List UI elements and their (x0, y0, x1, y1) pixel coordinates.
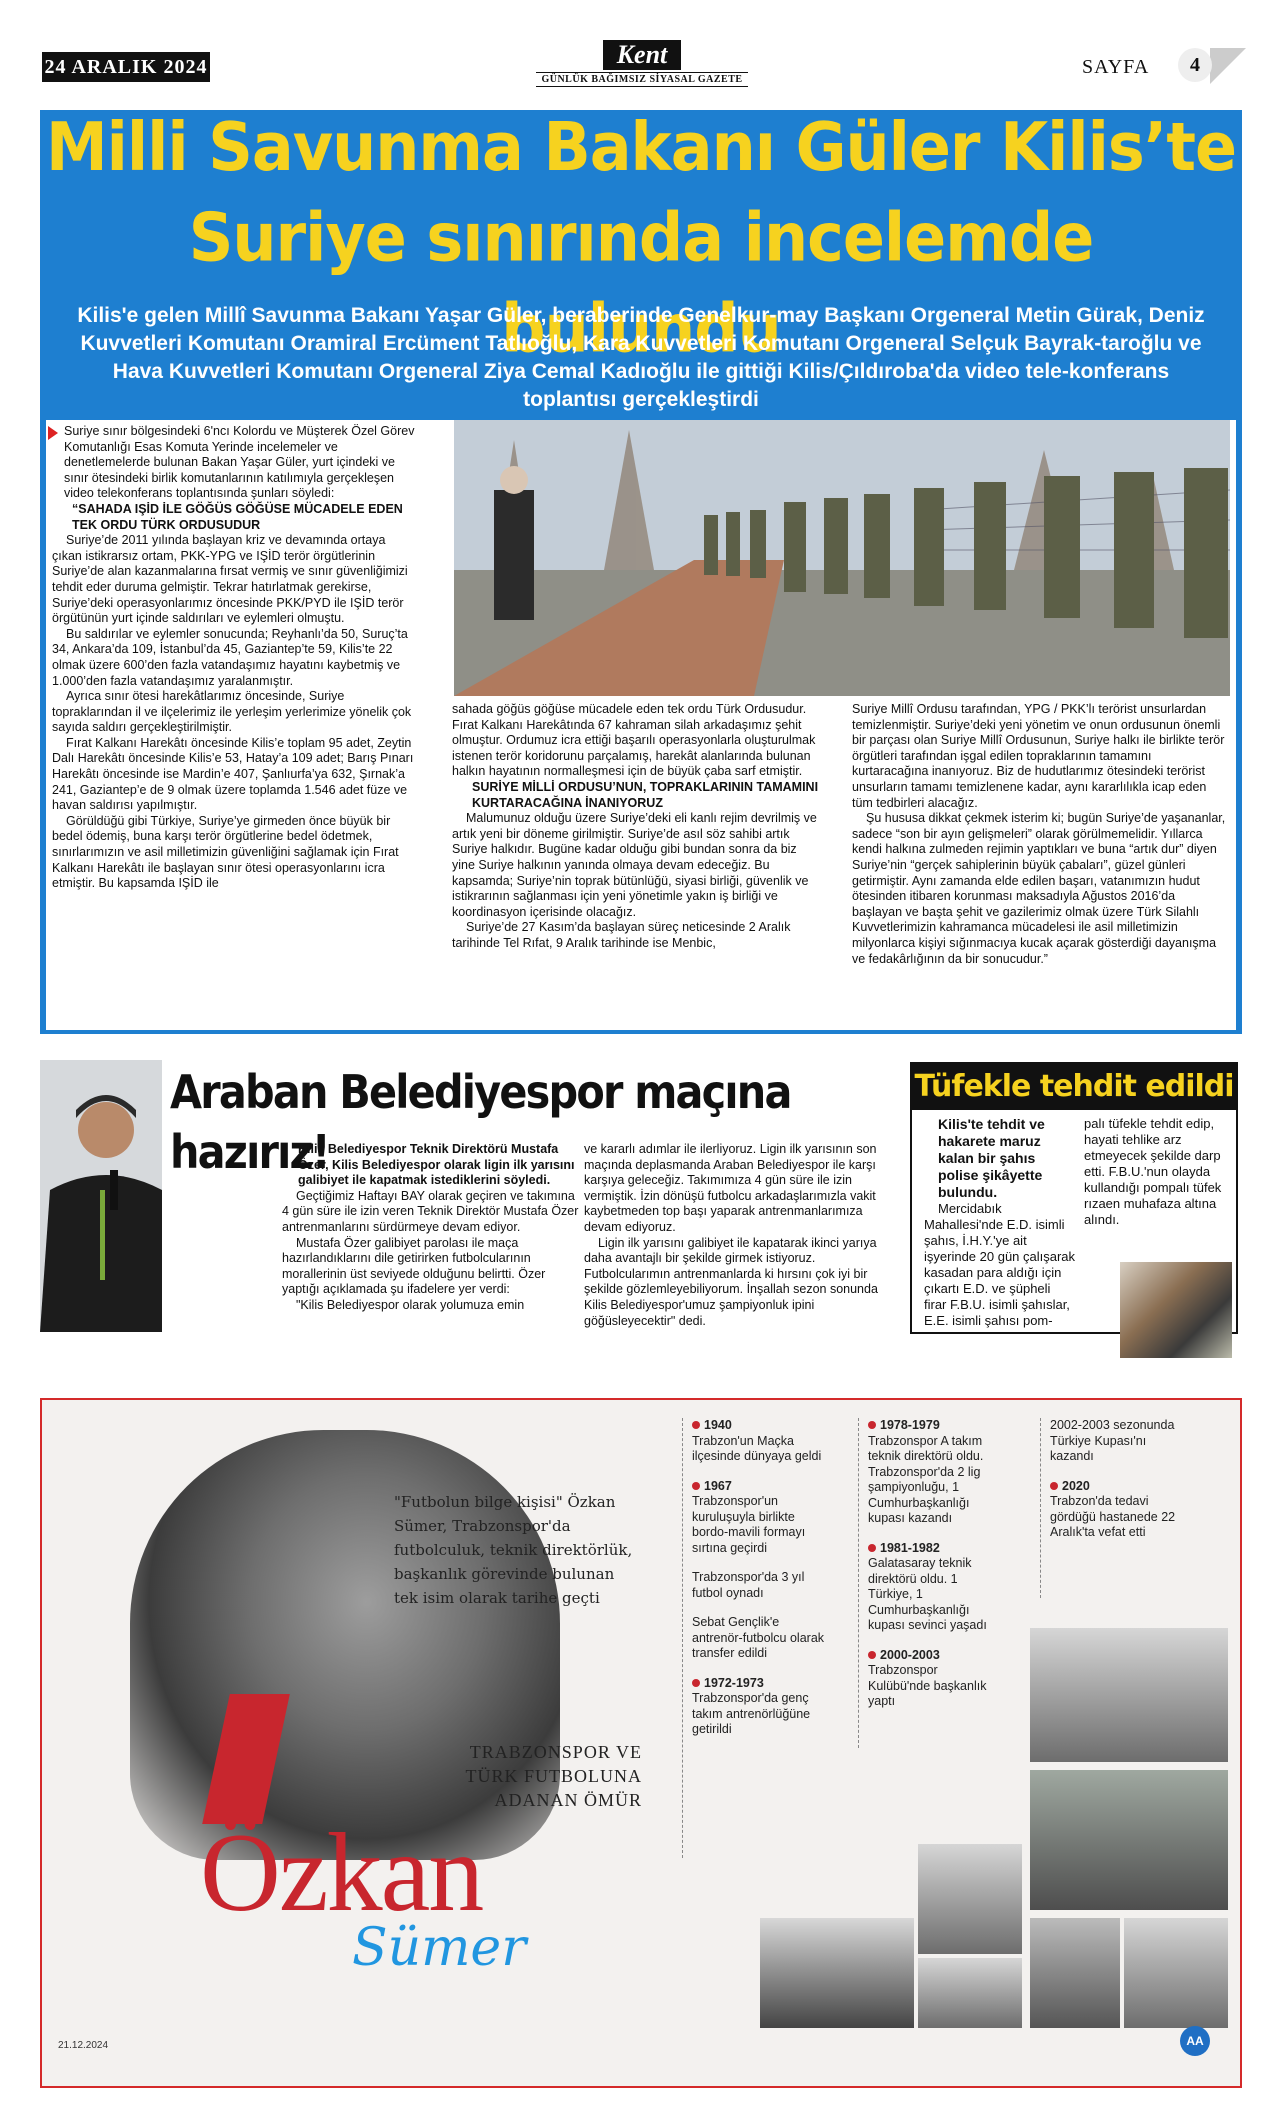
paragraph: Görüldüğü gibi Türkiye, Suriye’ye girmeden önce büyük bir bedel ödemiş, buna karşı terör örgütlerine bedel ödetmek, sınırlarımızın ve asil milletimizin güvenliğini sağlamak için Fırat Kalkanı Harekâtı ile başlayan sınır ötesi operasyonlarını icra etmiştir. Bu kapsamda IŞİD ile (52, 813, 399, 891)
paragraph: Mercidabık Mahallesi'nde E.D. isimli şahıs, İ.H.Y.'ye ait işyerinde 20 gün çalışarak kasadan para aldığı için çıkartı E.D. ve şüpheli firar F.B.U. isimli şahıslar, E.E. isimli şahısı pom- (924, 1201, 1076, 1328)
timeline-entry (1050, 1479, 1190, 1541)
timeline-year-row (692, 1676, 832, 1692)
timeline-dot (1050, 1482, 1058, 1490)
page-number: 4 (1178, 48, 1212, 82)
top-story-column-2 (452, 702, 822, 952)
timeline-column-1 (692, 1418, 832, 1738)
timeline-year: 1967 (704, 1478, 732, 1493)
threat-headline: Tüfekle tehdit edildi (912, 1064, 1236, 1110)
shotgun-photo (1120, 1262, 1232, 1358)
timeline-line-3 (1040, 1418, 1041, 1598)
logo-title: Kent (603, 40, 682, 70)
subheading: SURİYE MİLLİ ORDUSU’NUN, TOPRAKLARININ TAMAMINI KURTARACAĞINA İNANIYORUZ (472, 779, 819, 810)
timeline-entry (692, 1479, 832, 1557)
sport-column-1 (282, 1142, 580, 1314)
paragraph: Suriye Millî Ordusu tarafından, YPG / PKK’lı terörist unsurlardan temizlenmiştir. Suriye’deki yeni yönetim ve onun ordusunun önemli bir parçası olan Suriye Millî Ordusunun, Suriye halkı ile birlikte terör örgütleri tarafından işgal edilen topraklarının tamamını kurtaracağına inanıyoruz. Biz de hudutlarımız ötesindeki terörist unsurların tamamı temizlenene kadar, aynı kararlılıkla icap eden tüm tedbirleri alacağız. (852, 702, 1225, 810)
timeline-text: Galatasaray teknik direktörü oldu. 1 Türkiye, 1 Cumhurbaşkanlığı kupası sevinci yaşadı (868, 1556, 987, 1632)
sport-headline: Araban Belediyespor maçına hazırız! (170, 1065, 791, 1179)
timeline-dot (692, 1482, 700, 1490)
timeline-entry (1050, 1418, 1190, 1465)
obituary-quote: "Futbolun bilge kişisi" Özkan Sümer, Trabzonspor'da futbolculuk, teknik direktörlük, başkanlık görevinde bulunan tek isim olarak tarihe geçti (394, 1493, 633, 1607)
timeline-dot (868, 1421, 876, 1429)
minister-inspection-photo (454, 420, 1230, 696)
threat-column-2 (1084, 1116, 1230, 1228)
timeline-entry (868, 1541, 998, 1634)
timeline-entry (692, 1570, 832, 1601)
top-story-column-3 (852, 702, 1228, 967)
timeline-text: Trabzonspor'da 3 yıl futbol oynadı (692, 1570, 805, 1600)
sport-lead: Kilis Belediyespor Teknik Direktörü Mustafa Özer, Kilis Belediyespor olarak ligin ilk yarısını galibiyet ile kapatmak istediklerini söyledi. (298, 1142, 575, 1188)
timeline-text: Trabzonspor'da genç takım antrenörlüğüne getirildi (692, 1691, 811, 1736)
threat-lead: Kilis'te tehdit ve hakarete maruz kalan bir şahıs polise şikâyette bulundu. (938, 1116, 1045, 1200)
crowd-photo (918, 1958, 1022, 2028)
timeline-text: Trabzon'da tedavi gördüğü hastanede 22 Aralık'ta vefat etti (1050, 1494, 1176, 1539)
timeline-entry (868, 1648, 998, 1710)
obituary-surname: Sümer (352, 1918, 527, 1978)
timeline-dot (692, 1421, 700, 1429)
timeline-year: 1972-1973 (704, 1675, 764, 1690)
timeline-year-row (868, 1648, 998, 1664)
corner-triangle-decoration (1210, 48, 1246, 84)
issue-date: 24 ARALIK 2024 (42, 52, 210, 82)
paragraph: sahada göğüs göğüse mücadele eden tek ordu Türk Ordusudur. Fırat Kalkanı Harekâtında 67 kahraman silah arkadaşımız şehit olmuştur. Ordumuz icra ettiği başarılı operasyonlarla oluşturulmak istenen terör koridorunu parçalamış, harekât alanlarında bulunan halkın hayatının normalleşmesi için de büyük çaba sarf etmiştir. (452, 702, 816, 779)
timeline-text: Sebat Gençlik'e antrenör-futbolcu olarak transfer edildi (692, 1615, 825, 1660)
timeline-entry (692, 1615, 832, 1662)
paragraph: Malumunuz olduğu üzere Suriye’deki eli kanlı rejim devrilmiş ve artık yeni bir döneme girilmiştir. Suriye’de asıl söz sahibi artık Suriye halkıdır. Bugüne kadar olduğu gibi bundan sonra da biz yine Suriye halkının yanında olmaya devam edeceğiz. Bu kapsamda; Suriye’nin toprak bütünlüğü, siyasi birliği, güvenlik ve istikrarının sağlanması için yeni yönetimle yakın iş birliği ve koordinasyon içerisinde olacağız. (452, 811, 817, 919)
timeline-line-1 (682, 1418, 683, 1858)
newspaper-logo (536, 40, 748, 84)
logo-subtitle: GÜNLÜK BAĞIMSIZ SİYASAL GAZETE (536, 72, 748, 87)
timeline-year-row (692, 1479, 832, 1495)
paragraph: Geçtiğimiz Haftayı BAY olarak geçiren ve takımına 4 gün süre ile izin veren Teknik Direktör Mustafa Özer antrenmanlarını sürdürmeye devam ediyor. (282, 1188, 579, 1234)
paragraph: Fırat Kalkanı Harekâtı öncesinde Kilis’e toplam 95 adet, Zeytin Dalı Harekâtı öncesinde Kilis’e 53, Hatay’a 109 adet; Barış Pınarı Harekâtı öncesinde ise Mardin’e 407, Şanlıurfa’ya 632, Şırnak’a 241, Gaziantep’e de 9 olmak üzere toplamda 1.546 adet füze ve havan saldırısı yapılmıştır. (52, 735, 414, 813)
paragraph: Suriye’de 27 Kasım’da başlayan süreç neticesinde 2 Aralık tarihinde Tel Rıfat, 9 Aralık tarihinde ise Menbic, (452, 920, 791, 950)
timeline-text: 2002-2003 sezonunda Türkiye Kupası'nı kazandı (1050, 1418, 1175, 1463)
timeline-year-row (1050, 1479, 1190, 1495)
team-archive-photo (1030, 1628, 1228, 1762)
paragraph: palı tüfekle tehdit edip, hayati tehlike arz etmeyecek şekilde darp etti. F.B.U.'nun olayda kullandığı pompalı tüfek rızaen muhafaza altına alındı. (1084, 1116, 1222, 1227)
paragraph: "Kilis Belediyespor olarak yolumuza emin (296, 1297, 525, 1312)
timeline-year: 1978-1979 (880, 1418, 940, 1432)
paragraph: Mustafa Özer galibiyet parolası ile maça hazırlandıklarını dile getirirken futbolcularının morallerinin üst seviyede olduğunu belirtti. Özer yaptığı açıklamada şu ifadelere yer verdi: (282, 1235, 546, 1297)
timeline-column-3 (1050, 1418, 1190, 1541)
subheading: “SAHADA IŞİD İLE GÖĞÜS GÖĞÜSE MÜCADELE EDEN TEK ORDU TÜRK ORDUSUDUR (72, 501, 403, 532)
timeline-text: Trabzonspor Kulübü'nde başkanlık yaptı (868, 1663, 987, 1708)
timeline-year: 1981-1982 (880, 1540, 940, 1555)
timeline-dot (692, 1679, 700, 1687)
timeline-year-row (868, 1541, 998, 1557)
headline-line-2: Suriye sınırında incelemde bulundu (188, 198, 1094, 368)
coach-archive-photo (1030, 1770, 1228, 1910)
paragraph: Ligin ilk yarısını galibiyet ile kapatarak ikinci yarıya daha avantajlı bir şekilde girmek istiyoruz. Futbolcularımın antrenmanlarda ki hırsını çok iyi bir şekilde gözlemleyebiliyorum. İnşallah sezon sonunda Kilis Belediyespor'umuz şampiyonluk ipini göğüsleyecektir" dedi. (584, 1235, 878, 1328)
paragraph: Suriye’de 2011 yılında başlayan kriz ve devamında ortaya çıkan istikrarsız ortam, PKK-YPG ve IŞİD terör örgütlerinin Suriye’de alan kazanmalarına fırsat vermiş ve sınır güvenliğimizi tehdit eder duruma gelmiştir. Tekrar hatırlatmak gerekirse, Suriye’deki operasyonlarımız öncesinde PKK/PYD ile IŞİD terör örgütünün yurt içinde saldırıları ve eylemleri olmuştu. (52, 533, 408, 626)
coach-illustration (40, 1060, 162, 1332)
trophy-photo (918, 1844, 1022, 1954)
timeline-year: 2000-2003 (880, 1647, 940, 1662)
sport-column-2 (584, 1142, 884, 1329)
timeline-dot (868, 1544, 876, 1552)
photo-illustration (454, 420, 1230, 696)
paragraph: ve kararlı adımlar ile ilerliyoruz. Ligin ilk yarısının son maçında deplasmanda Araban Belediyespor ile karşı karşıya geleceğiz. Takımımıza 4 gün süre ile izin vermiştik. İzin dönüşü futbolcu arkadaşlarımızla vakit kaybetmeden top başı yaparak antrenmanlarımıza devam ediyoruz. (584, 1142, 877, 1234)
headline-line-1: Milli Savunma Bakanı Güler Kilis’te (45, 107, 1237, 187)
anadolu-agency-logo: AA (1180, 2026, 1210, 2056)
paragraph: Bu saldırılar ve eylemler sonucunda; Reyhanlı’da 50, Suruç’ta 34, Ankara’da 109, İstanbul’da 45, Gaziantep’te 59, Kilis’te 22 olmak üzere 600’den fazla vatandaşımız hayatını kaybetmiş ve 1.000’den fazla vatandaşımız yaralanmıştır. (52, 626, 408, 688)
timeline-year-row (868, 1418, 998, 1434)
timeline-dot (868, 1651, 876, 1659)
timeline-entry (692, 1676, 832, 1738)
handshake-photo (1124, 1918, 1228, 2028)
paragraph: Ayrıca sınır ötesi harekâtlarımız öncesinde, Suriye topraklarından il ve ilçelerimiz ile yerleşim yerlerimize yönelik çok sayıda saldırı gerçekleştirilmiştir. (52, 689, 412, 735)
portrait-archive-photo (760, 1918, 914, 2028)
timeline-year: 2020 (1062, 1478, 1090, 1493)
timeline-year: 1940 (704, 1418, 732, 1432)
paragraph: Şu hususa dikkat çekmek isterim ki; bugün Suriye’de yaşananlar, sadece “son bir ayın gelişmeleri” olarak görülmemelidir. Yıllarca kendi halkına zulmeden rejimin yaptıkları ve buna “artık dur” diyen Suriye’nin “gerçek sahiplerinin büyük çabaları”, güzel günleri getirmiştir. Aynı zamanda elde edilen başarı, vatanımızın hudut ötesinden itibaren korunması maksadıyla Ağustos 2016’da başlayan ve başta şehit ve gazilerimiz olmak üzere Türk Silahlı Kuvvetlerimizin kahramanca mücadelesi ile asil milletimizin milyonlarca kişiyi sığınmacıya kucak açarak gösterdiği dayanışma ve fedakârlığının da bir sonucudur.” (852, 811, 1226, 966)
threat-column-1 (924, 1116, 1076, 1329)
top-story-column-1 (52, 424, 418, 892)
obituary-first-name: Özkan (200, 1811, 483, 1935)
top-story-deck: Kilis'e gelen Millî Savunma Bakanı Yaşar Güler, beraberinde Genelkur-may Başkanı Orgeneral Metin Gürak, Deniz Kuvvetleri Komutanı Oramiral Ercüment Tatlıoğlu, Kara Kuvvetleri Komutanı Orgeneral Selçuk Bayrak-taroğlu ve Hava Kuvvetleri Komutanı Orgeneral Ziya Cemal Kadıoğlu ile gittiği Kilis/Çıldıroba'da video tele-konferans toplantısı gerçekleştirdi (77, 304, 1205, 411)
timeline-entry (868, 1418, 998, 1527)
timeline-entry (692, 1418, 832, 1465)
timeline-year-row (692, 1418, 832, 1434)
coach-photo (40, 1060, 162, 1332)
timeline-text: Trabzon'un Maçka ilçesinde dünyaya geldi (692, 1433, 822, 1463)
timeline-column-2 (868, 1418, 998, 1710)
timeline-text: Trabzonspor A takım teknik direktörü oldu. Trabzonspor'da 2 lig şampiyonluğu, 1 Cumhurbaşkanlığı kupası kazandı (868, 1433, 984, 1525)
timeline-text: Trabzonspor'un kuruluşuyla birlikte bordo-mavili formayı sırtına geçirdi (692, 1494, 806, 1555)
page-label: SAYFA (1082, 56, 1150, 78)
timeline-line-2 (858, 1418, 859, 1748)
paragraph: Suriye sınır bölgesindeki 6'ncı Kolordu ve Müşterek Özel Görev Komutanlığı Esas Komuta Yerinde incelemeler ve denetlemelerde bulunan Bakan Yaşar Güler, yurt içindeki ve sınır ötesindeki birlik komutanlarının katılımıyla gerçekleşen video telekonferans toplantısında şunları söyledi: (64, 424, 415, 501)
suit-photo (1030, 1918, 1120, 2028)
photo-date: 21.12.2024 (58, 2040, 109, 2051)
obituary-subtitle: TRABZONSPOR VE TÜRK FUTBOLUNA ADANAN ÖMÜR (465, 1742, 642, 1810)
